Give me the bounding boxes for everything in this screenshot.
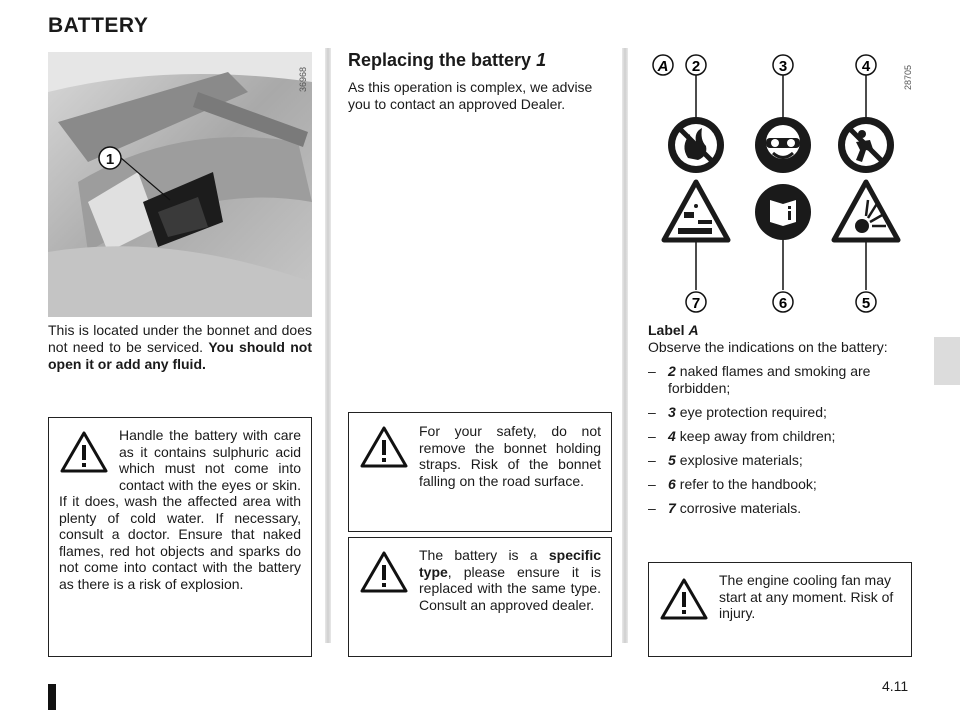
warning-triangle-icon — [359, 425, 409, 469]
label-reference: 28705 — [903, 64, 913, 90]
svg-text:A: A — [657, 58, 669, 75]
section-thumb-tab — [934, 337, 960, 385]
no-flames-icon — [668, 117, 724, 173]
callout-6 — [773, 292, 793, 312]
svg-text:7: 7 — [691, 295, 701, 312]
list-item: – 5 explosive materials; — [648, 452, 803, 468]
callout-3 — [773, 55, 793, 75]
svg-text:5: 5 — [861, 295, 871, 312]
bonnet-warning-text: For your safety, do not remove the bonnet holding straps. Risk of the bonnet falling on the road surface. — [419, 423, 601, 489]
svg-text:6: 6 — [778, 295, 788, 312]
list-item: – 4 keep away from children; — [648, 428, 836, 444]
explosive-icon — [834, 182, 898, 240]
svg-text:2: 2 — [691, 58, 701, 75]
label-heading: Label A — [648, 322, 699, 338]
column-divider — [325, 48, 331, 643]
page-number: 4.11 — [882, 678, 909, 694]
warning-triangle-icon — [59, 430, 109, 474]
keep-away-children-icon — [838, 117, 894, 173]
svg-text:3: 3 — [778, 58, 788, 75]
callout-5 — [856, 292, 876, 312]
battery-label-diagram — [640, 50, 910, 320]
section-title: Replacing the battery 1 — [348, 50, 547, 70]
observe-text: Observe the indications on the battery: — [648, 339, 888, 355]
warning-triangle-icon — [659, 577, 709, 621]
battery-type-warning-box — [348, 537, 612, 657]
handbook-icon — [755, 184, 811, 240]
callout-4 — [856, 55, 876, 75]
corner-mark — [48, 684, 56, 710]
cooling-fan-warning-box — [648, 562, 912, 657]
bonnet-warning-box — [348, 412, 612, 532]
svg-text:4: 4 — [861, 58, 871, 75]
cooling-fan-warning-text: The engine cooling fan may start at any moment. Risk of injury. — [719, 572, 894, 621]
battery-location-text: This is located under the bonnet and does not need to be serviced. You should not open it or add any fluid. — [48, 322, 312, 372]
page-title: BATTERY — [48, 14, 149, 37]
replacement-intro: As this operation is complex, we advise you to contact an approved Dealer. — [348, 79, 593, 112]
battery-type-warning-text: The battery is a specific type, please ensure it is replaced with the same type. Consult an approved dealer. — [419, 547, 601, 613]
callout-1: 1 — [105, 151, 115, 168]
warning-triangle-icon — [359, 550, 409, 594]
list-item: – 3 eye protection required; — [648, 404, 827, 420]
corrosive-icon — [664, 182, 728, 240]
list-item: – 2 naked flames and smoking are forbidden; — [648, 363, 871, 396]
callout-a — [653, 55, 673, 75]
column-divider — [622, 48, 628, 643]
engine-bay-photo — [48, 52, 312, 317]
photo-reference: 36968 — [298, 66, 308, 92]
list-item: – 6 refer to the handbook; — [648, 476, 817, 492]
acid-warning-box — [48, 417, 312, 657]
label-indications-list — [648, 363, 913, 524]
callout-7 — [686, 292, 706, 312]
callout-2 — [686, 55, 706, 75]
acid-warning-text: Handle the battery with care as it contains sulphuric acid which must not come into contact with the eyes or skin. If it does, wash the affected area with plenty of cold water. If necessary, consult a doctor. Ensure that naked flames, red hot objects and sparks do not come into contact with the battery as there is a risk of explosion. — [59, 427, 301, 592]
list-item: – 7 corrosive materials. — [648, 500, 802, 516]
eye-protection-icon — [755, 117, 811, 173]
